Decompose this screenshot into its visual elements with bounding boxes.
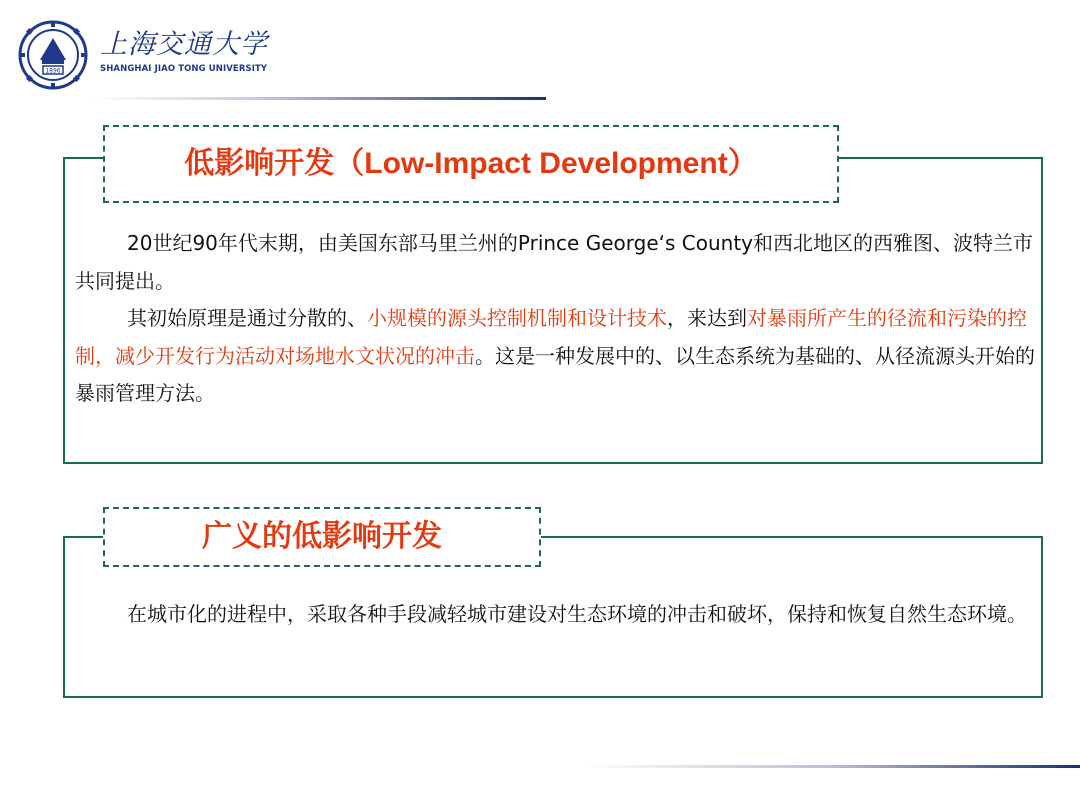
footer-divider (580, 765, 1080, 768)
lid-origin-paragraph: 20世纪90年代末期，由美国东部马里兰州的Prince George‘s County和西北地区的西雅图、波特兰市共同提出。 (75, 231, 1033, 293)
university-name-cn: 上海交通大学 (100, 29, 268, 60)
header-divider (90, 97, 546, 100)
broad-lid-text (75, 596, 1035, 634)
broad-lid-section-title: 广义的低影响开发 (103, 507, 541, 567)
lid-section-title: 低影响开发（Low-Impact Development） (103, 125, 839, 203)
principle-text-a: 其初始原理是通过分散的、 (127, 306, 367, 330)
principle-highlight-1: 小规模的源头控制机制和设计技术 (367, 306, 667, 330)
principle-highlight-2: 对暴雨所产生的径流和污染的控制，减少开发行为活动对场地水文状况的冲击 (75, 306, 1027, 368)
lid-definition-text (75, 225, 1035, 413)
seal-year: 1896 (45, 67, 61, 75)
principle-text-b: ，来达到 (667, 306, 747, 330)
principle-text-c: 。这是一种发展中的、以生态系统为基础的、从径流源头开始的暴雨管理方法。 (75, 343, 1035, 405)
lid-principle-paragraph (75, 300, 1035, 413)
university-name-en: SHANGHAI JIAO TONG UNIVERSITY (100, 64, 268, 74)
university-seal-logo (18, 20, 88, 90)
broad-lid-paragraph: 在城市化的进程中，采取各种手段减轻城市建设对生态环境的冲击和破坏，保持和恢复自然生态环境。 (127, 602, 1027, 626)
